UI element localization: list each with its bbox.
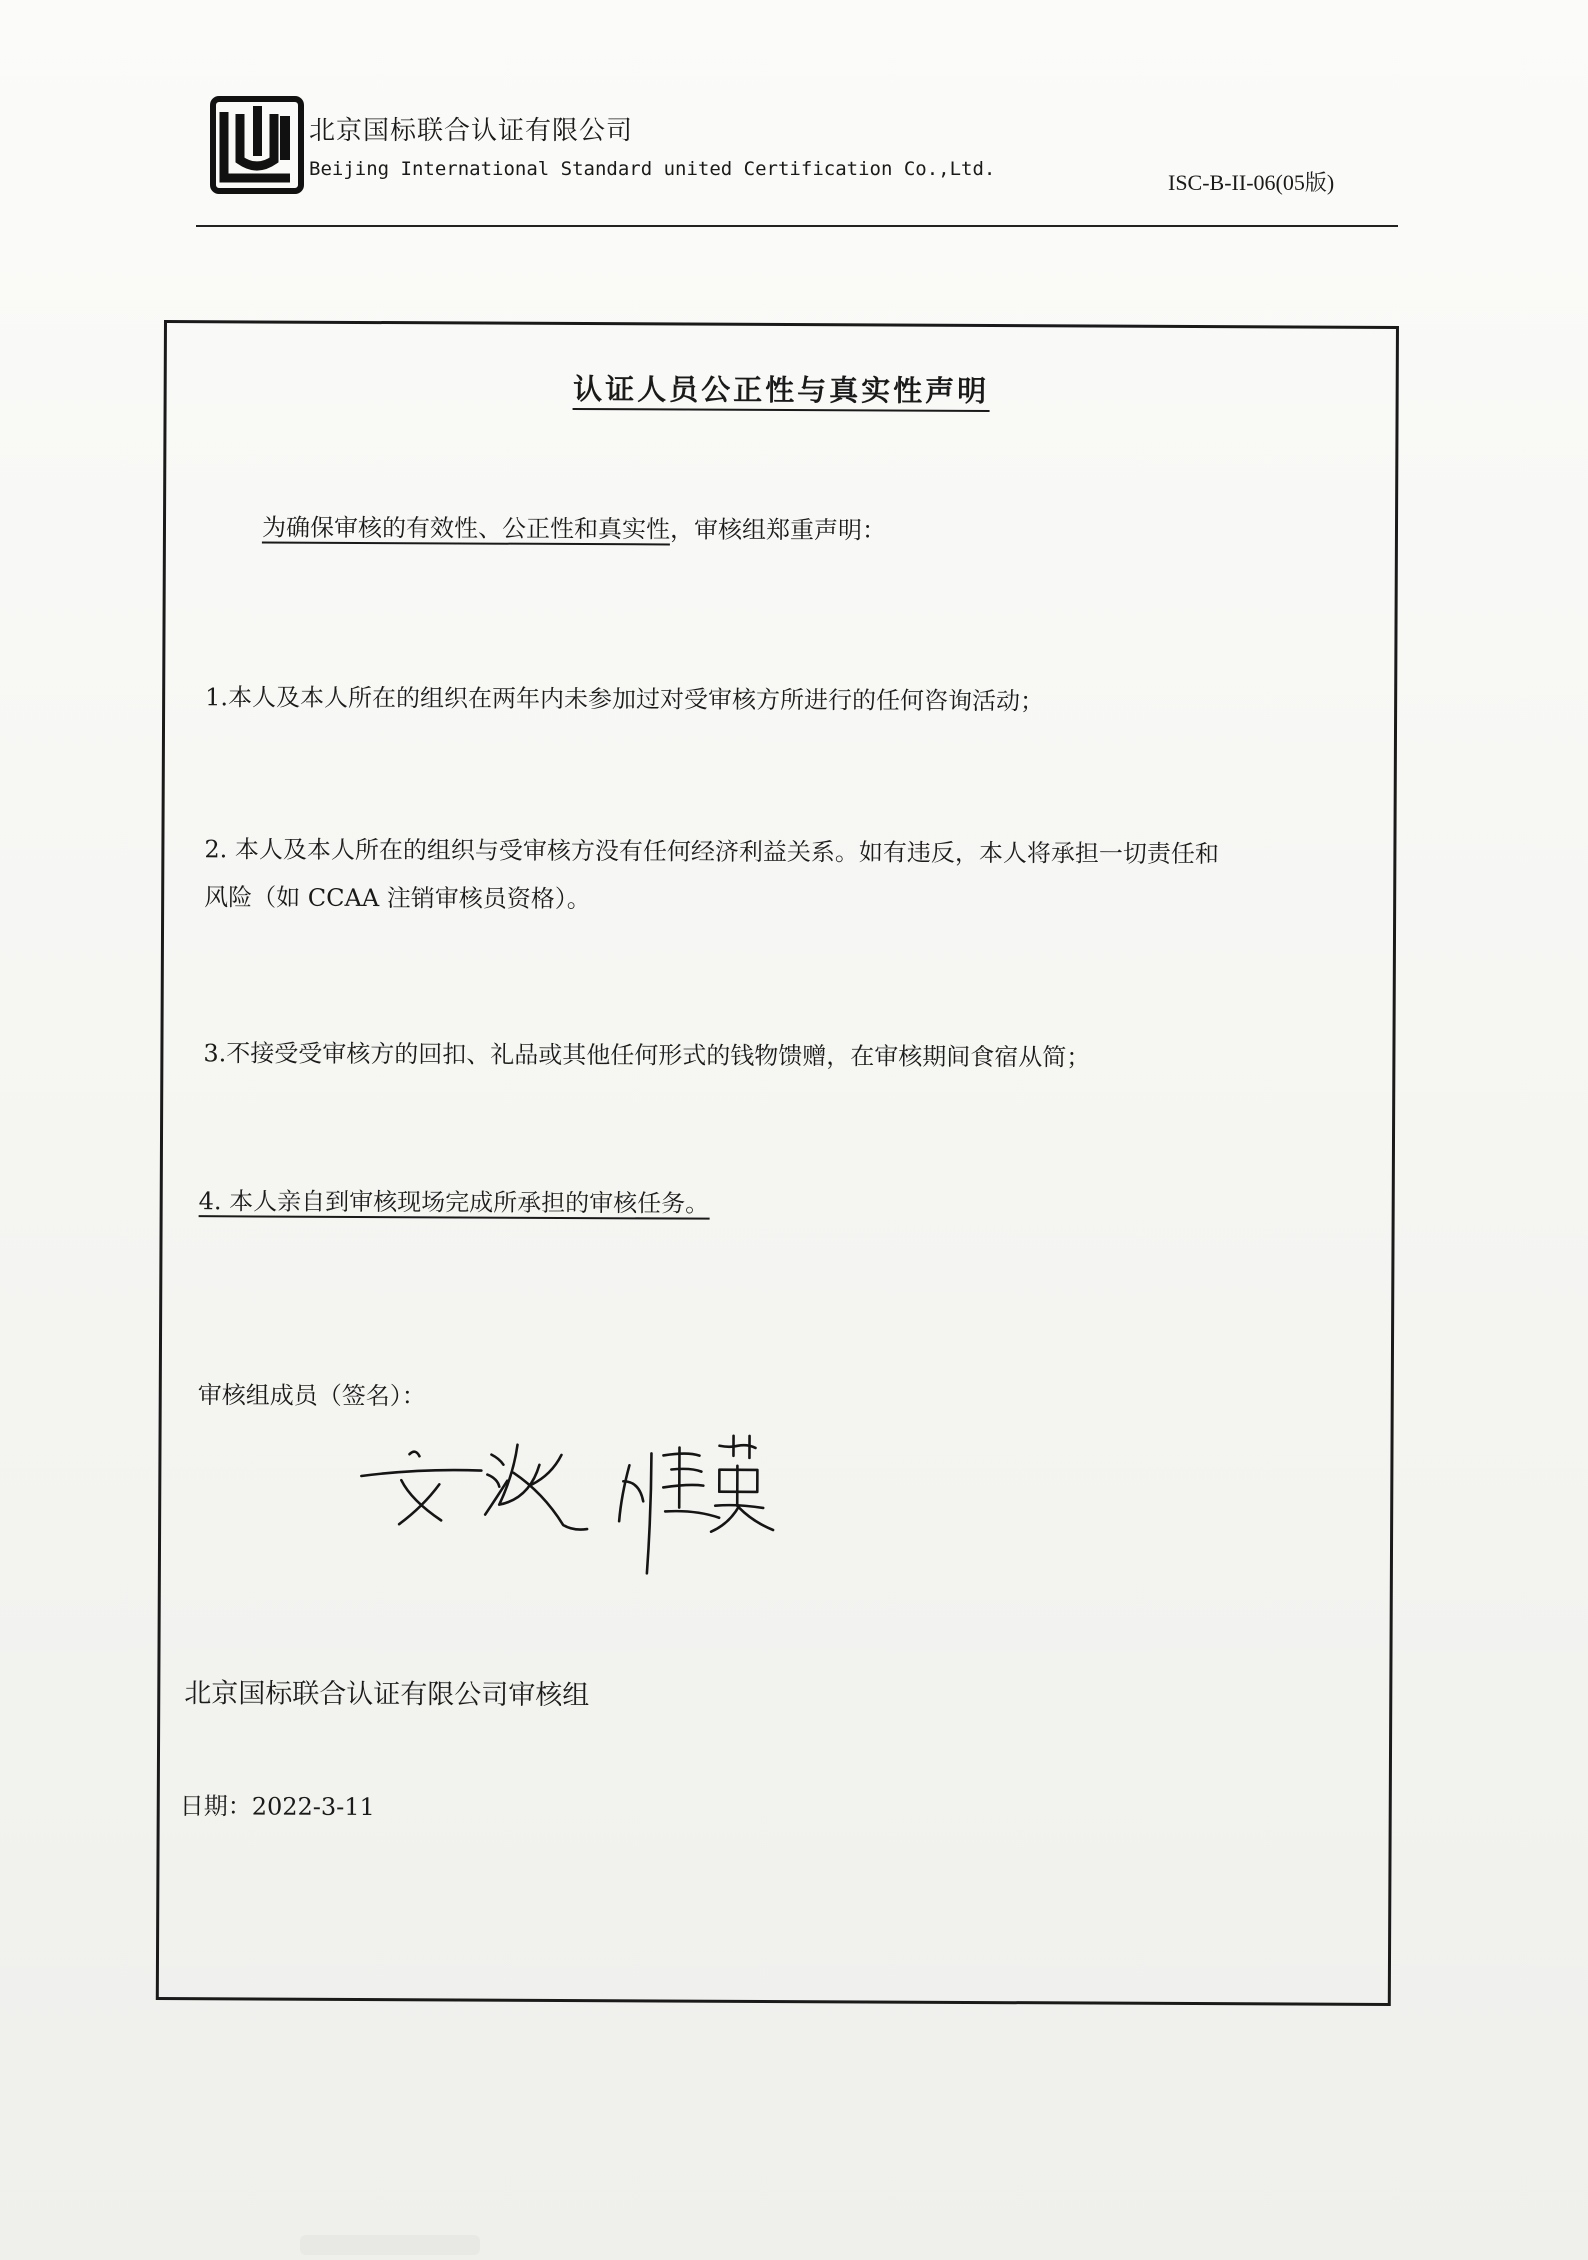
statement-item-4	[199, 1177, 710, 1227]
statement-item-2	[204, 825, 1219, 926]
intro-rest-text: ，审核组郑重声明：	[669, 515, 887, 545]
company-logo-icon	[210, 96, 304, 194]
intro-underlined-text: 为确保审核的有效性、公正性和真实性	[261, 513, 671, 544]
declaration-frame	[156, 320, 1399, 2006]
signers-label: 审核组成员（签名）：	[197, 1381, 426, 1411]
scan-artifact	[300, 2235, 480, 2255]
letterhead	[196, 96, 1396, 224]
document-title	[167, 365, 1396, 412]
handwritten-signatures	[341, 1424, 822, 1576]
date-label: 日期：	[179, 1792, 252, 1821]
company-name-cn: 北京国标联合认证有限公司	[309, 116, 634, 146]
document-title-text: 认证人员公正性与真实性声明	[573, 372, 989, 412]
statement-item-2-line-1: 2. 本人及本人所在的组织与受审核方没有任何经济利益关系。如有违反，本人将承担一切责任和	[204, 835, 1220, 869]
statement-item-4-text: 4. 本人亲自到审核现场完成所承担的审核任务。	[198, 1187, 710, 1218]
intro-paragraph	[262, 503, 886, 554]
audit-team-organization: 北京国标联合认证有限公司审核组	[184, 1678, 590, 1712]
statement-item-2-line-2: 风险（如 CCAA 注销审核员资格）。	[204, 883, 591, 914]
statement-item-1: 1.本人及本人所在的组织在两年内未参加过对受审核方所进行的任何咨询活动；	[205, 683, 1045, 716]
date-value: 2022-3-11	[251, 1792, 375, 1822]
header-divider	[196, 225, 1398, 227]
company-name-en: Beijing International Standard united Certification Co.,Ltd.	[309, 158, 996, 180]
date-line	[180, 1786, 375, 1822]
statement-item-3: 3.不接受受审核方的回扣、礼品或其他任何形式的钱物馈赠，在审核期间食宿从简；	[203, 1039, 1091, 1072]
document-code: ISC-B-II-06(05版)	[1168, 170, 1335, 195]
